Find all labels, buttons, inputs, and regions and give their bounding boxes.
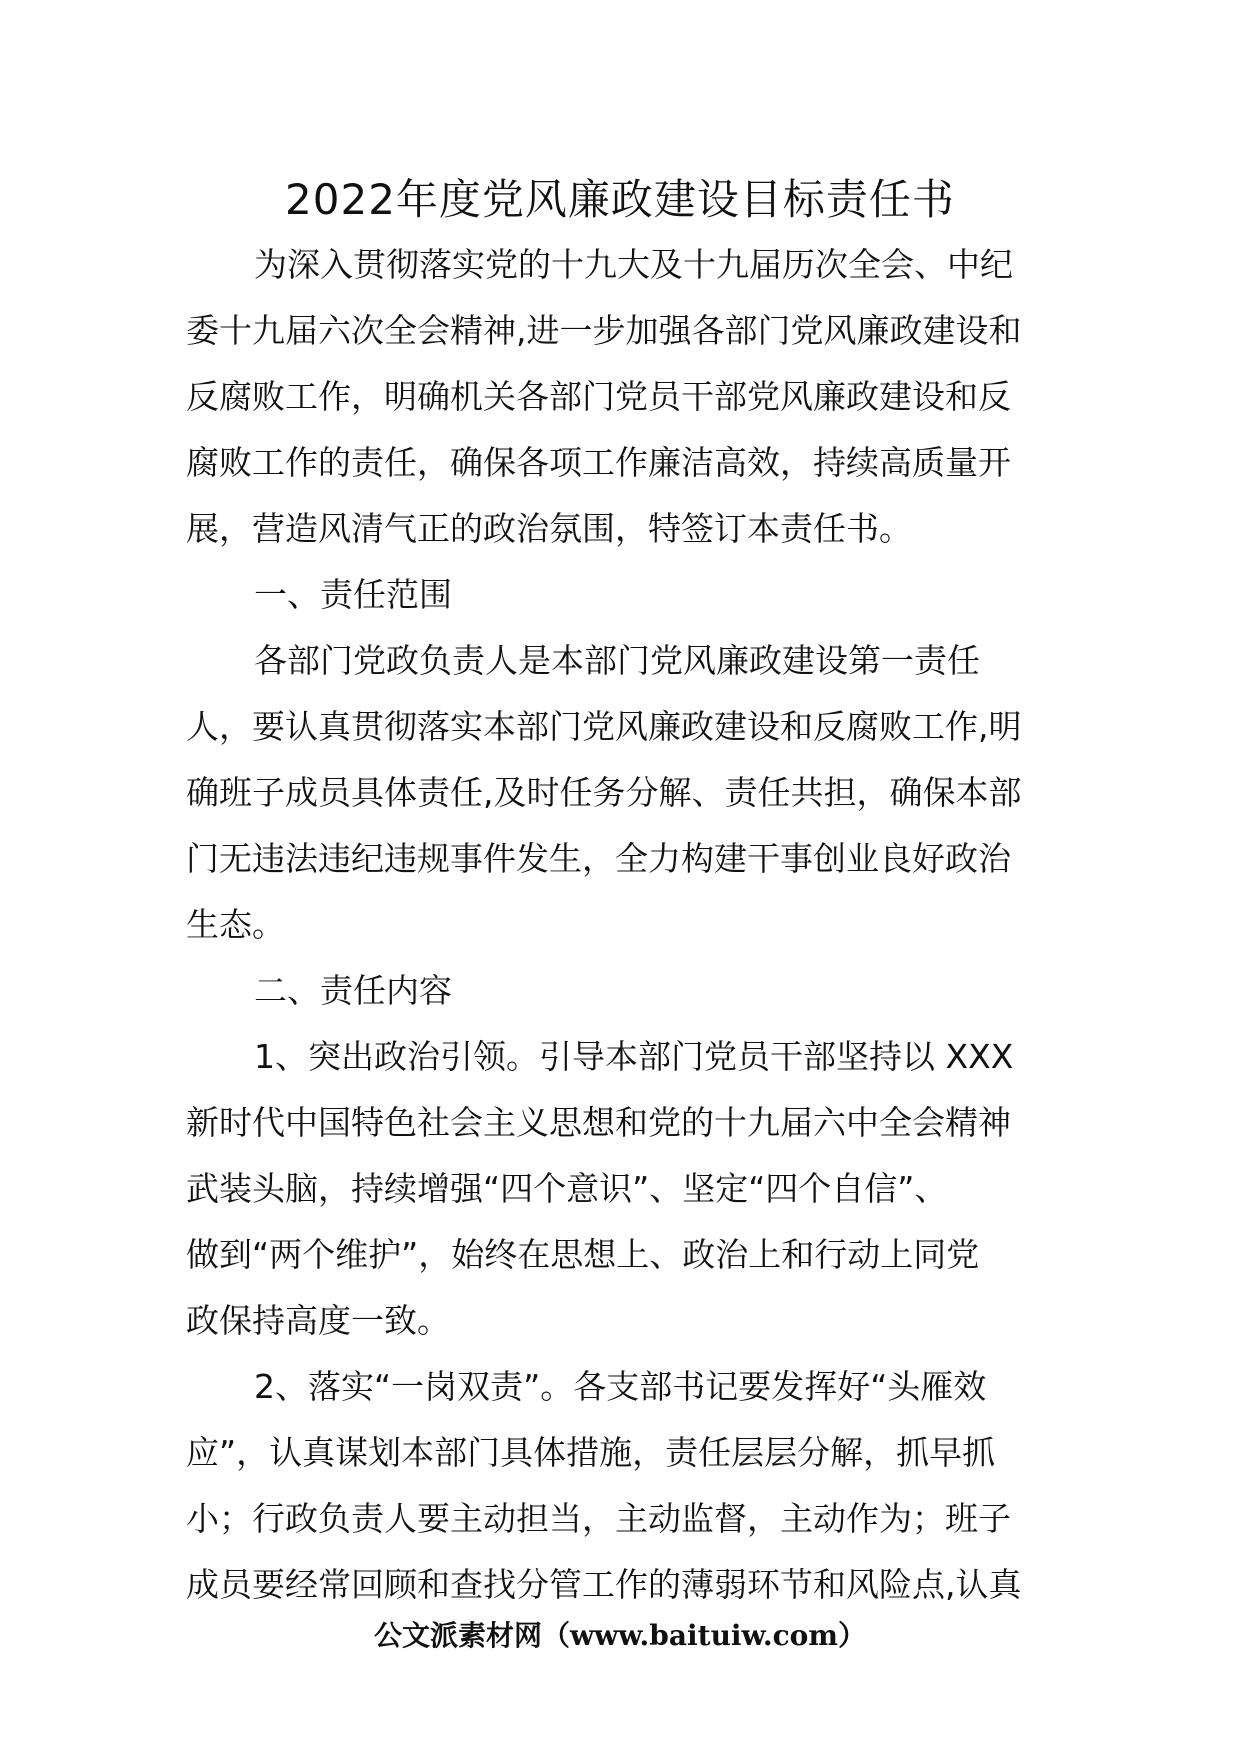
paragraph-line: 小；行政负责人要主动担当，主动监督，主动作为；班子: [186, 1499, 1011, 1538]
paragraph-line: 应”，认真谋划本部门具体措施，责任层层分解，抓早抓: [186, 1433, 996, 1472]
paragraph-line: 生态。: [186, 905, 285, 944]
section-heading: 二、责任内容: [254, 971, 452, 1010]
paragraph-line: 2、落实“一岗双责”。各支部书记要发挥好“头雁效: [254, 1367, 987, 1406]
paragraph-line: 各部门党政负责人是本部门党风廉政建设第一责任: [254, 641, 980, 680]
paragraph-line: 1、突出政治引领。引导本部门党员干部坚持以 XXX: [254, 1037, 1014, 1076]
document-title: 2022年度党风廉政建设目标责任书: [285, 175, 955, 224]
paragraph-line: 做到“两个维护”，始终在思想上、政治上和行动上同党: [186, 1235, 980, 1274]
paragraph-line: 成员要经常回顾和查找分管工作的薄弱环节和风险点,认真: [186, 1565, 1022, 1604]
paragraph-line: 政保持高度一致。: [186, 1301, 450, 1340]
paragraph-line: 人，要认真贯彻落实本部门党风廉政建设和反腐败工作,明: [186, 707, 1022, 746]
paragraph-line: 腐败工作的责任，确保各项工作廉洁高效，持续高质量开: [186, 443, 1011, 482]
paragraph-line: 反腐败工作，明确机关各部门党员干部党风廉政建设和反: [186, 377, 1011, 416]
paragraph-line: 武装头脑，持续增强“四个意识”、坚定“四个自信”、: [186, 1169, 948, 1208]
paragraph-line: 门无违法违纪违规事件发生，全力构建干事创业良好政治: [186, 839, 1011, 878]
section-heading: 一、责任范围: [254, 575, 452, 614]
paragraph-line: 确班子成员具体责任,及时任务分解、责任共担，确保本部: [186, 773, 1022, 812]
paragraph-line: 为深入贯彻落实党的十九大及十九届历次全会、中纪: [254, 245, 1013, 284]
footer-watermark: 公文派素材网（www.baituiw.com）: [374, 1619, 866, 1652]
paragraph-line: 委十九届六次全会精神,进一步加强各部门党风廉政建设和: [186, 311, 1022, 350]
paragraph-line: 新时代中国特色社会主义思想和党的十九届六中全会精神: [186, 1103, 1011, 1142]
paragraph-line: 展，营造风清气正的政治氛围，特签订本责任书。: [186, 509, 912, 548]
document-body: [186, 232, 1056, 1618]
